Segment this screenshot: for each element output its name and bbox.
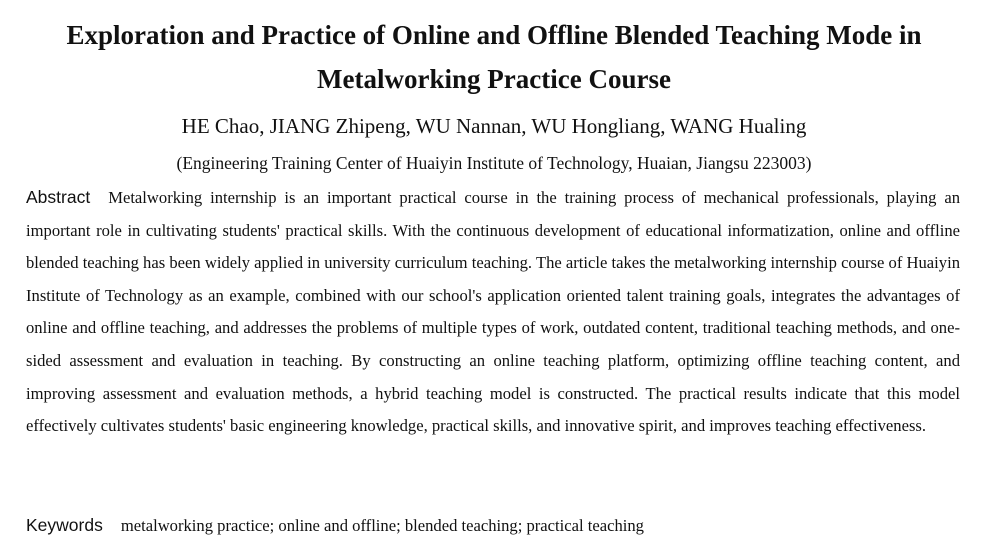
paper-title: Exploration and Practice of Online and Offline Blended Teaching Mode in Metalworking Practice Course [66,20,922,94]
abstract-text: Metalworking internship is an important practical course in the training process of mechanical professionals, playing an important role in cultivating students' practical skills. With the continuous development of educational informatization, online and offline blended teaching has been widely applied in university curriculum teaching. The article takes the metalworking internship course of Huaiyin Institute of Technology as an example, combined with our school's application oriented talent training goals, integrates the advantages of online and offline teaching, and addresses the problems of multiple types of work, outdated content, traditional teaching methods, and one-sided assessment and evaluation in teaching. By constructing an online teaching platform, optimizing offline teaching content, and improving assessment and evaluation methods, a hybrid teaching model is constructed. The practical results indicate that this model effectively cultivates students' basic engineering knowledge, practical skills, and innovative spirit, and improves teaching effectiveness. [26,188,960,436]
author-list: HE Chao, JIANG Zhipeng, WU Nannan, WU Hongliang, WANG Hualing [181,114,807,138]
abstract-label: Abstract [26,187,91,207]
keywords-text: metalworking practice; online and offline; blended teaching; practical teaching [120,516,644,535]
abstract-section [26,181,960,443]
keywords-label: Keywords [26,515,103,535]
author-affiliation: (Engineering Training Center of Huaiyin Institute of Technology, Huaian, Jiangsu 223003) [176,153,812,173]
keywords-section [26,510,960,541]
